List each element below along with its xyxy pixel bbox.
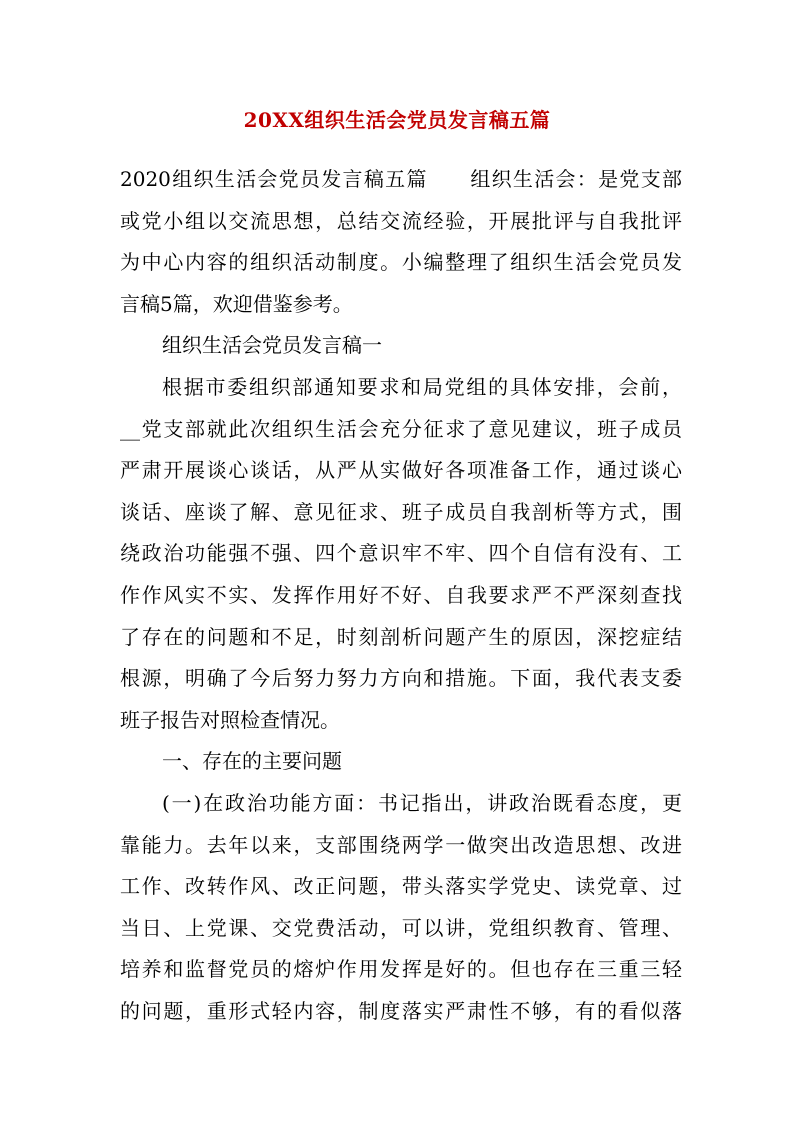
text-line: 根源，明确了今后努力努力方向和措施。下面，我代表支委: [120, 666, 682, 691]
text-line: 作作风实不实、发挥作用好不好、自我要求严不严深刻查找: [120, 582, 682, 607]
text-line: 根据市委组织部通知要求和局党组的具体安排，会前，: [162, 374, 682, 399]
section-heading: 组织生活会党员发言稿一: [162, 333, 382, 358]
text-line: 工作、改转作风、改正问题，带头落实学党史、读党章、过: [120, 874, 682, 899]
text-line: 的问题，重形式轻内容，制度落实严肃性不够，有的看似落: [120, 998, 682, 1023]
text-line: 了存在的问题和不足，时刻剖析问题产生的原因，深挖症结: [120, 624, 682, 649]
text-line: 靠能力。去年以来，支部围绕两学一做突出改造思想、改进: [120, 832, 682, 857]
text-line: 绕政治功能强不强、四个意识牢不牢、四个自信有没有、工: [120, 541, 682, 566]
document-body: [120, 159, 682, 1032]
text-line: 当日、上党课、交党费活动，可以讲，党组织教育、管理、: [120, 915, 682, 940]
page-title: 20XX组织生活会党员发言稿五篇: [243, 108, 551, 132]
text-line: 严肃开展谈心谈话，从严从实做好各项准备工作，通过谈心: [120, 458, 682, 483]
text-line: 谈话、座谈了解、意见征求、班子成员自我剖析等方式，围: [120, 499, 682, 524]
text-line: (一)在政治功能方面：书记指出，讲政治既看态度，更: [162, 790, 682, 815]
text-line: 班子报告对照检查情况。: [120, 707, 340, 732]
text-line: 2020组织生活会党员发言稿五篇 组织生活会：是党支部: [120, 167, 682, 191]
text-line: 为中心内容的组织活动制度。小编整理了组织生活会党员发: [120, 250, 682, 275]
text-line: 或党小组以交流思想，总结交流经验，开展批评与自我批评: [120, 208, 682, 233]
text-line: 培养和监督党员的熔炉作用发挥是好的。但也存在三重三轻: [120, 957, 682, 982]
section-heading: 一、存在的主要问题: [162, 749, 342, 774]
text-line: __党支部就此次组织生活会充分征求了意见建议，班子成员: [120, 416, 682, 441]
text-line: 言稿5篇，欢迎借鉴参考。: [120, 291, 353, 316]
